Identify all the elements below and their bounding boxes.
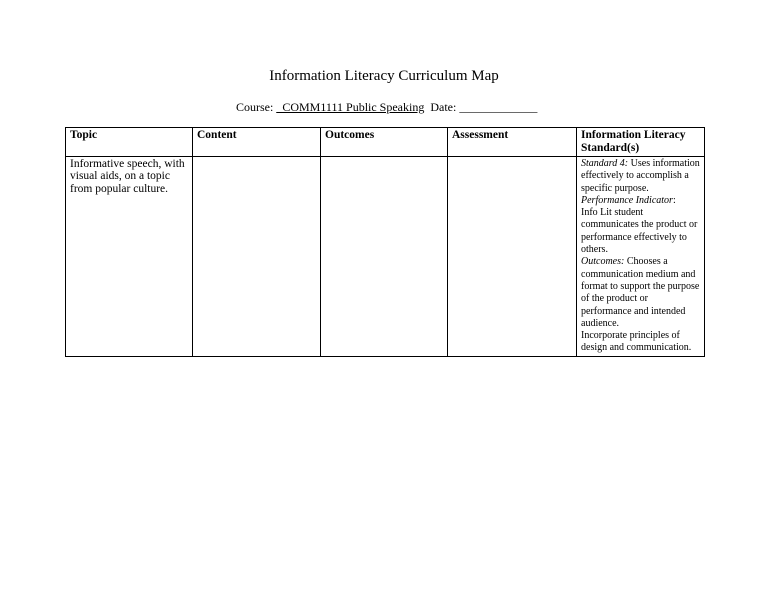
header-assessment: Assessment [448,128,577,157]
header-topic: Topic [66,128,193,157]
date-label: Date: [430,100,457,114]
header-row [66,128,705,157]
design-principles: Incorporate principles of design and communication. [581,330,692,354]
header-content: Content [193,128,321,157]
cell-outcomes [321,157,448,357]
standard-statement [581,158,700,195]
header-standards: Information Literacy Standard(s) [577,128,705,157]
cell-content [193,157,321,357]
course-line [236,100,537,115]
document-title: Information Literacy Curriculum Map [269,68,499,84]
header-outcomes: Outcomes [321,128,448,157]
date-blank: _____________ [459,100,538,114]
cell-topic: Informative speech, with visual aids, on a topic from popular culture. [66,157,193,357]
table-row [66,157,705,357]
indicator-label: Performance Indicator [581,194,673,206]
cell-standards [577,157,705,357]
indicator-text: Info Lit student communicates the product or performance effectively to others. [581,207,698,256]
course-label: Course: [236,100,274,114]
outcomes-statement [581,256,700,330]
performance-indicator [581,195,700,256]
outcomes-label: Outcomes: [581,256,625,268]
curriculum-map-table [65,127,705,357]
indicator-colon: : [672,194,676,206]
cell-assessment [448,157,577,357]
standard-text: Uses information effectively to accomplish a specific purpose. [581,158,700,194]
course-value: _COMM1111 Public Speaking [276,100,425,114]
outcomes-text: Chooses a communication medium and format to support the purpose of the product or performance and intended audience. [581,256,700,329]
standard-label: Standard 4: [581,158,629,169]
